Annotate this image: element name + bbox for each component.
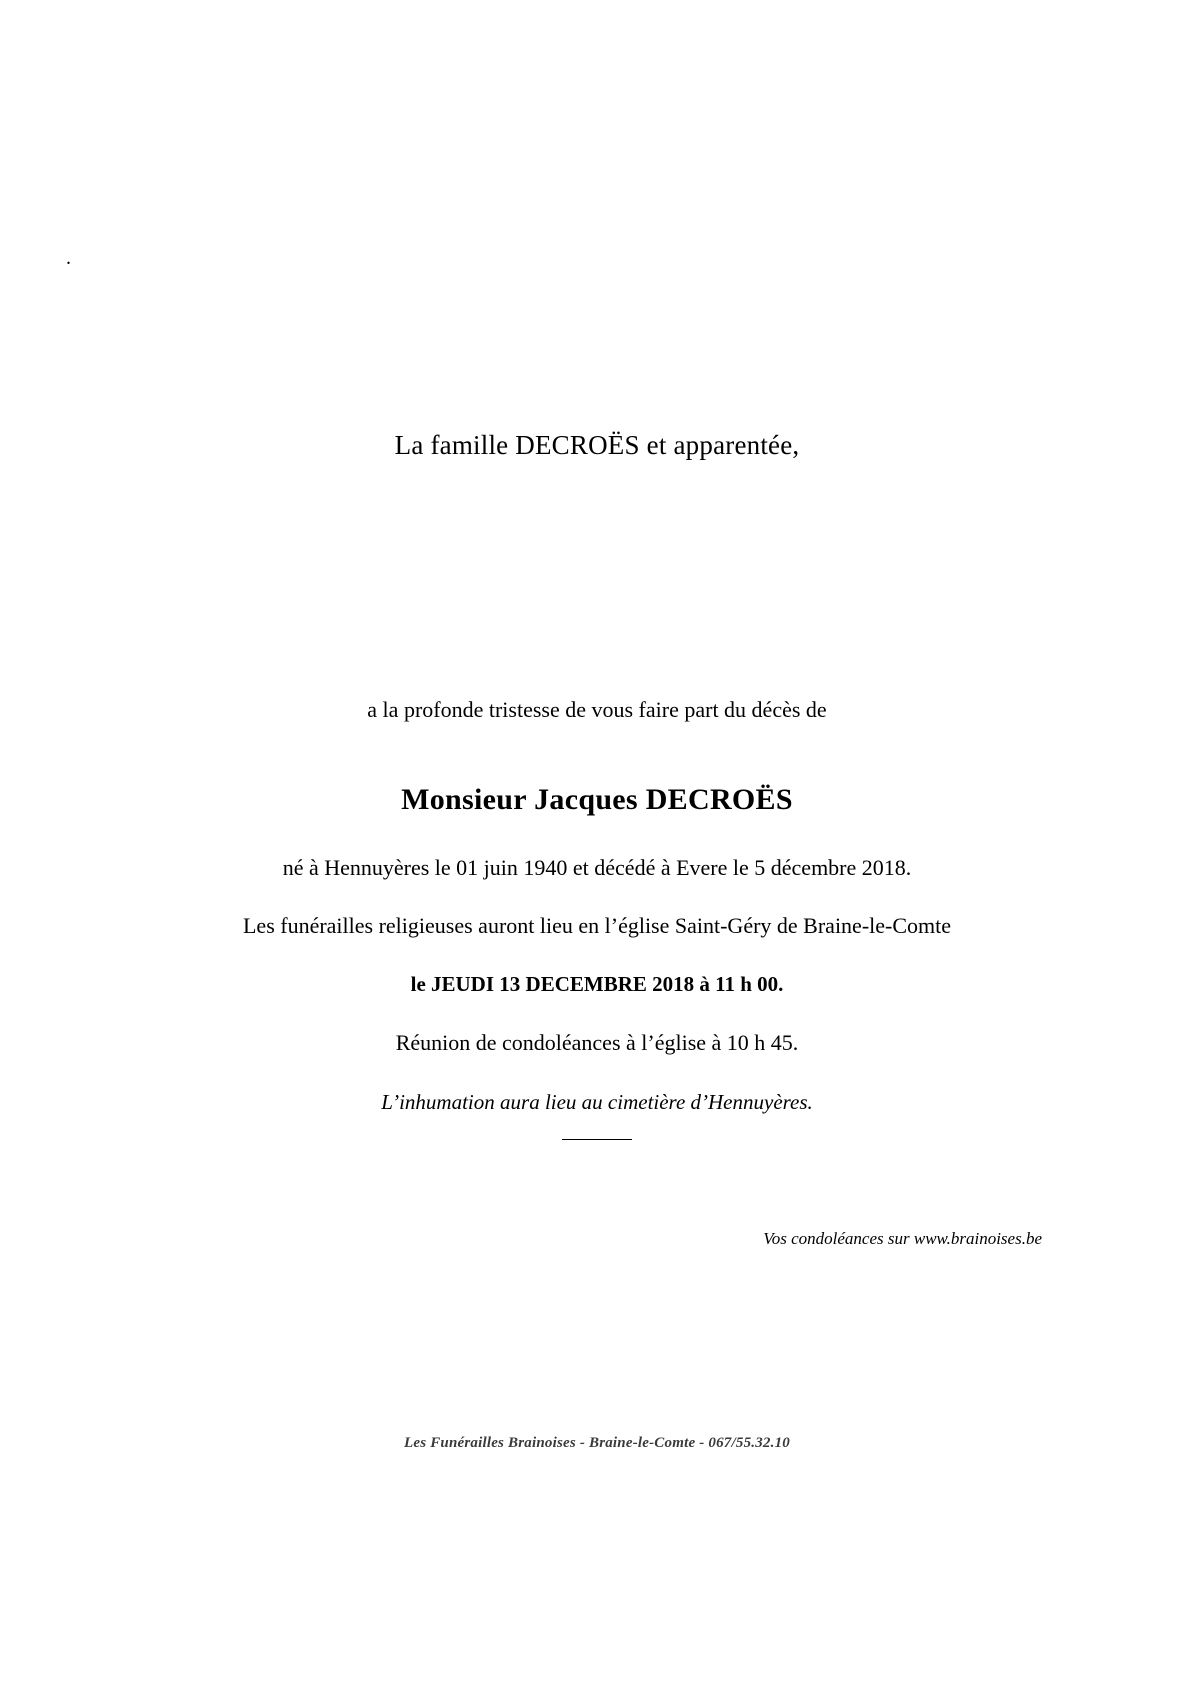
horizontal-divider xyxy=(562,1139,632,1140)
deceased-name: Monsieur Jacques DECROËS xyxy=(401,783,793,816)
web-condolences-note: Vos condoléances sur www.brainoises.be xyxy=(763,1229,1042,1248)
funeral-service-datetime: le JEUDI 13 DECEMBRE 2018 à 11 h 00. xyxy=(410,972,784,996)
footer-funeral-home: Les Funérailles Brainoises - Braine-le-Comte - 067/55.32.10 xyxy=(404,1435,790,1451)
condolences-meeting-line: Réunion de condoléances à l’église à 10 h 45. xyxy=(395,1030,799,1055)
burial-line: L’inhumation aura lieu au cimetière d’Hennuyères. xyxy=(381,1090,813,1114)
family-line: La famille DECROËS et apparentée, xyxy=(394,430,800,460)
funeral-service-location: Les funérailles religieuses auront lieu en l’église Saint-Géry de Braine-le-Comte xyxy=(242,913,952,938)
top-left-dot-mark: . xyxy=(66,247,71,269)
birth-death-details: né à Hennuyères le 01 juin 1940 et décédé à Evere le 5 décembre 2018. xyxy=(282,855,912,880)
announcement-line: a la profonde tristesse de vous faire part du décès de xyxy=(367,697,827,722)
